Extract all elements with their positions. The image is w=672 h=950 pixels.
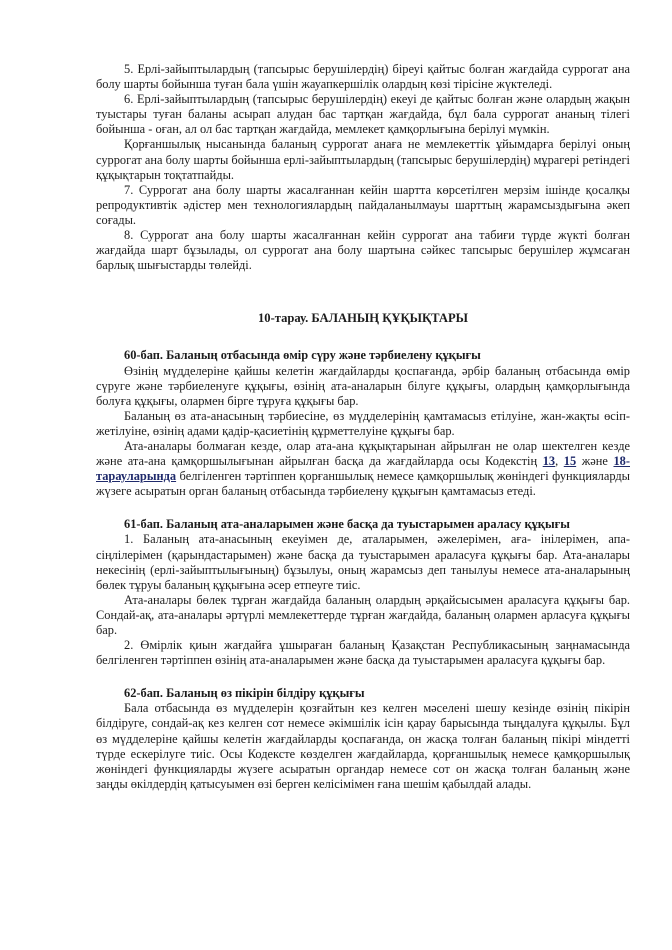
text-segment: Ата-аналары болмаған кезде, олар ата-ана құқықтарынан айрылған не олар шектелген кезде және ата-ана қамқоршылығынан айрылған басқа да жағдайларда осы Кодекстің	[96, 438, 630, 469]
article-62-paragraph-1: Бала отбасында өз мүдделерін қозғайтын кез келген мәселені шешу кезінде өзінің пікірін білдіруге, сондай-ақ кез келген сот немесе әкімшілік ісін қарау барысында тыңдалуға құқылы. Бұл өз мүдделеріне қайшы келетін жағдайларды қоспағанда, он жасқа толған баланың пікірі міндетті түрде ескерілуге тиіс. Осы Кодексте көзделген жағдайларда, қорғаншылық немесе қамқоршылық жөніндегі функцияларды жүзеге асыратын органдар немесе сот он жасқа толған баланың және заңды өкілдердің қатысуымен өзі берген келісімімен ғана шешім қабылдай алады.	[96, 701, 630, 791]
text-separator: ,	[555, 454, 564, 469]
article-62-title: 62-бап. Баланың өз пікірін білдіру құқығы	[124, 686, 365, 701]
article-60-paragraph-3	[96, 439, 630, 499]
article-60-paragraph-2: Баланың өз ата-анасының тәрбиесіне, өз мүдделерінің қамтамасыз етілуіне, жан-жақты өсіп-жетілуіне, өзінің адами қадір-қасиетінің құрметтелуіне құқығы бар.	[96, 408, 630, 438]
paragraph-item-5: 5. Ерлі-зайыптылардың (тапсырыс берушілердің) біреуі қайтыс болған жағдайда суррогат ана болу шарты бойынша туған бала үшін жауапкершілік олардың көзі тірісіне жүктеледі.	[96, 62, 630, 92]
link-chapter-15[interactable]: 15	[563, 454, 577, 469]
page-content	[96, 62, 630, 792]
link-chapter-18[interactable]: 18-тарауларында	[96, 454, 630, 484]
link-chapter-13[interactable]: 13	[542, 454, 556, 469]
paragraph-guardianship: Қорғаншылық нысанында баланың суррогат анаға не мемлекеттік ұйымдарға берілуі оның суррогат ана болу шарты бойынша ерлі-зайыптылардың (тапсырыс берушілердің) мұрагері ретіндегі құқықтарын тоқтатпайды.	[96, 137, 630, 182]
chapter-title: 10-тарау. БАЛАНЫҢ ҚҰҚЫҚТАРЫ	[257, 311, 469, 326]
article-61-paragraph-2: Ата-аналары бөлек тұрған жағдайда баланың олардың әрқайсысымен араласуға құқығы бар. Сондай-ақ, ата-аналары әртүрлі мемлекеттерде тұрған жағдайда, баланың олармен арласуға құқығы бар.	[96, 592, 630, 637]
article-60-title: 60-бап. Баланың отбасында өмір сүру және тәрбиелену құқығы	[124, 348, 481, 363]
text-segment: белгіленген тәртіппен қорғаншылық немесе қамқоршылық жөніндегі функцияларды жүзеге асыратын орган баланың отбасында тәрбиелену құқығын қамтамасыз етеді.	[96, 469, 630, 499]
paragraph-item-8: 8. Суррогат ана болу шарты жасалғаннан кейін суррогат ана табиғи түрде жүкті болған жағдайда шарт бұзылады, ол суррогат ана болу шартына сәйкес тапсырыс берушілер жұмсаған барлық шығыстарды төлейді.	[96, 228, 630, 273]
paragraph-item-7: 7. Суррогат ана болу шарты жасалғаннан кейін шартта көрсетілген мерзім ішінде қосалқы репродуктивтік әдістер мен технологиялардың пайдаланылмауы шарттың жарамсыздығына әкеп соғады.	[96, 182, 630, 227]
article-61-title: 61-бап. Баланың ата-аналарымен және басқа да туыстарымен араласу құқығы	[124, 517, 570, 532]
article-61-paragraph-3: 2. Өмірлік қиын жағдайға ұшыраған баланың Қазақстан Республикасының заңнамасында белгіленген тәртіппен өзінің ата-аналарымен және басқа да туыстарымен араласуға құқығы бар.	[96, 638, 630, 668]
article-60-paragraph-1: Өзінің мүдделеріне қайшы келетін жағдайларды қоспағанда, әрбір баланың отбасында өмір сүруге және тәрбиеленуге құқығы, өзінің ата-аналарын білуге құқығы, олардың қамқорлығында болуға құқығы, олармен бірге тұруға құқығы бар.	[96, 363, 630, 408]
paragraph-item-6: 6. Ерлі-зайыптылардың (тапсырыс берушілердің) екеуі де қайтыс болған және олардың жақын туыстары туған баланы асырап алудан бас тартқан жағдайда, бұл бала суррогат ананың тілегі бойынша - оған, ал ол бас тартқан жағдайда, мемлекет қамқорлығына берілуі мүмкін.	[96, 92, 630, 137]
article-61-paragraph-1: 1. Баланың ата-анасының екеуімен де, аталарымен, әжелерімен, аға- інілерімен, апа-сіңлілерімен (қарындастарымен) және басқа да туыстарымен араласуға құқығы бар. Ата-аналары некесінің (ерлі-зайыптылығының) бұзылуы, оның жарамсыз деп танылуы немесе ата-аналарының бөлек тұруы баланың құқығына әсер етпеуге тиіс.	[96, 532, 630, 592]
text-separator: және	[576, 454, 614, 469]
